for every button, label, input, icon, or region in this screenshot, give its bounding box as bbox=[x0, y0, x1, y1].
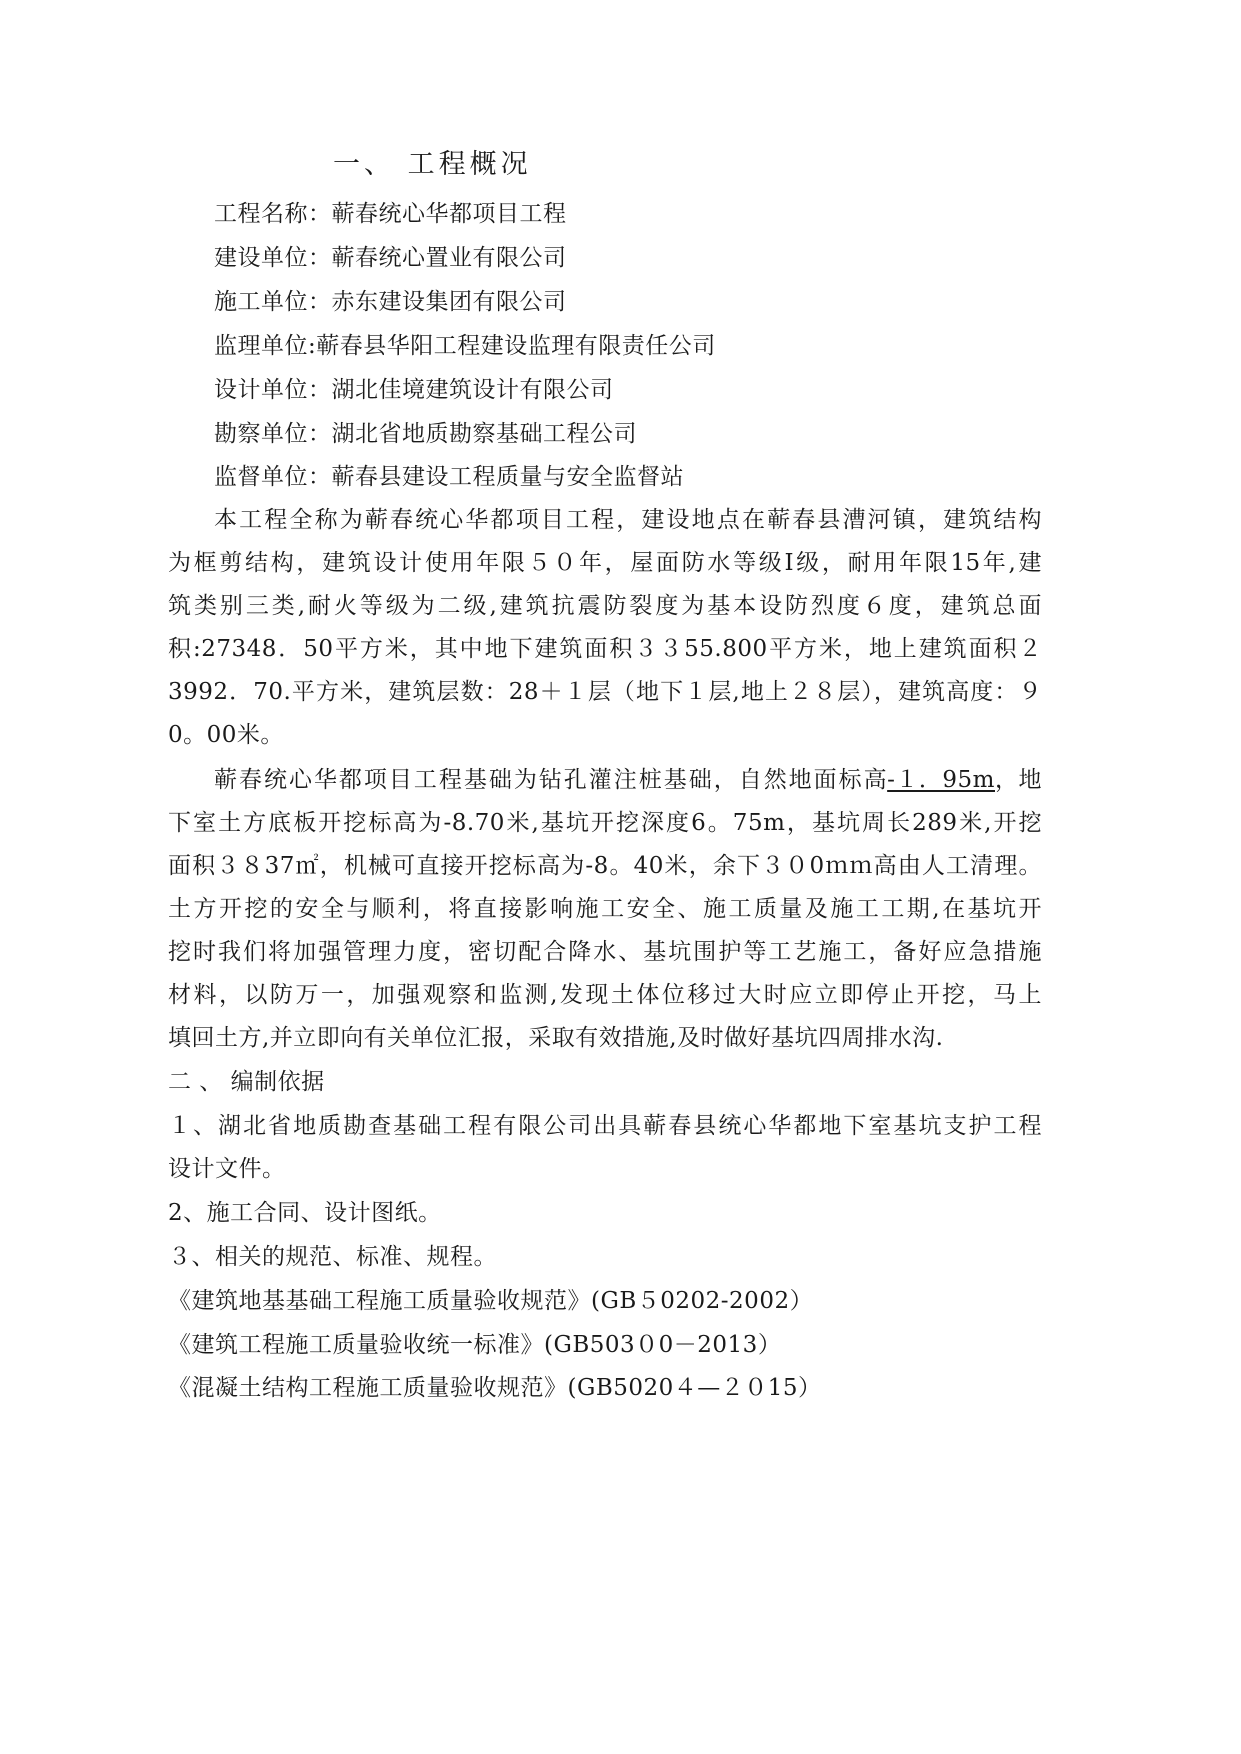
basis-item-2: 2、施工合同、设计图纸。 bbox=[168, 1200, 442, 1226]
ground-elevation-value: -１．95m bbox=[887, 767, 995, 793]
survey-unit-line: 勘察单位：湖北省地质勘察基础工程公司 bbox=[214, 421, 637, 447]
section-1-heading: 一、 工程概况 bbox=[333, 149, 532, 180]
contractor-line: 施工单位：赤东建设集团有限公司 bbox=[214, 289, 567, 315]
foundation-paragraph-line: 土方开挖的安全与顺利，将直接影响施工安全、施工质量及施工工期,在基坑开 bbox=[168, 896, 1042, 922]
foundation-paragraph-line: 挖时我们将加强管理力度，密切配合降水、基坑围护等工艺施工，备好应急措施 bbox=[168, 939, 1042, 965]
standard-item: 《建筑工程施工质量验收统一标准》(GB503０0－2013） bbox=[168, 1332, 782, 1358]
overview-paragraph-line: 3992．70.平方米，建筑层数：28＋１层（地下１层,地上２８层），建筑高度：９ bbox=[168, 679, 1042, 705]
basis-item-3: ３、相关的规范、标准、规程。 bbox=[168, 1244, 497, 1270]
standard-item: 《建筑地基基础工程施工质量验收规范》(GB５0202-2002） bbox=[168, 1288, 814, 1314]
foundation-paragraph-line: 材料，以防万一，加强观察和监测,发现土体位移过大时应立即停止开挖，马上 bbox=[168, 982, 1042, 1008]
overview-paragraph-line: 0。00米。 bbox=[168, 722, 284, 748]
supervision-unit-line: 监理单位:蕲春县华阳工程建设监理有限责任公司 bbox=[214, 333, 716, 359]
overview-paragraph-line: 筑类别三类,耐火等级为二级,建筑抗震防裂度为基本设防烈度６度，建筑总面 bbox=[168, 593, 1042, 619]
basis-item-1-line: １、湖北省地质勘查基础工程有限公司出具蕲春县统心华都地下室基坑支护工程 bbox=[168, 1113, 1042, 1139]
overview-paragraph-line: 为框剪结构，建筑设计使用年限５０年，屋面防水等级Ⅰ级，耐用年限15年,建 bbox=[168, 550, 1042, 576]
basis-item-1-line: 设计文件。 bbox=[168, 1156, 286, 1182]
section-2-heading: 二 、 编制依据 bbox=[168, 1069, 325, 1095]
foundation-paragraph-line: 面积３８37㎡，机械可直接开挖标高为-8。40米，余下３０0ｍｍ高由人工清理。 bbox=[168, 853, 1042, 879]
foundation-text: 蕲春统心华都项目工程基础为钻孔灌注桩基础，自然地面标高 bbox=[214, 767, 888, 793]
oversight-unit-line: 监督单位：蕲春县建设工程质量与安全监督站 bbox=[214, 464, 684, 490]
overview-paragraph-line: 本工程全称为蕲春统心华都项目工程，建设地点在蕲春县漕河镇，建筑结构 bbox=[214, 507, 1042, 533]
project-name-line: 工程名称：蕲春统心华都项目工程 bbox=[214, 201, 567, 227]
foundation-paragraph-first-line bbox=[214, 765, 1042, 795]
design-unit-line: 设计单位：湖北佳境建筑设计有限公司 bbox=[214, 377, 614, 403]
overview-paragraph-line: 积:27348．50平方米，其中地下建筑面积３３55.800平方米，地上建筑面积２ bbox=[168, 636, 1042, 662]
foundation-paragraph-line: 下室土方底板开挖标高为-8.70米,基坑开挖深度6。75m，基坑周长289米,开挖 bbox=[168, 810, 1042, 836]
foundation-text-end: ，地 bbox=[995, 767, 1042, 793]
construction-unit-line: 建设单位：蕲春统心置业有限公司 bbox=[214, 245, 567, 271]
foundation-paragraph-line: 填回土方,并立即向有关单位汇报，采取有效措施,及时做好基坑四周排水沟. bbox=[168, 1025, 944, 1051]
standard-item: 《混凝土结构工程施工质量验收规范》(GB5020４—２０15） bbox=[168, 1375, 822, 1401]
